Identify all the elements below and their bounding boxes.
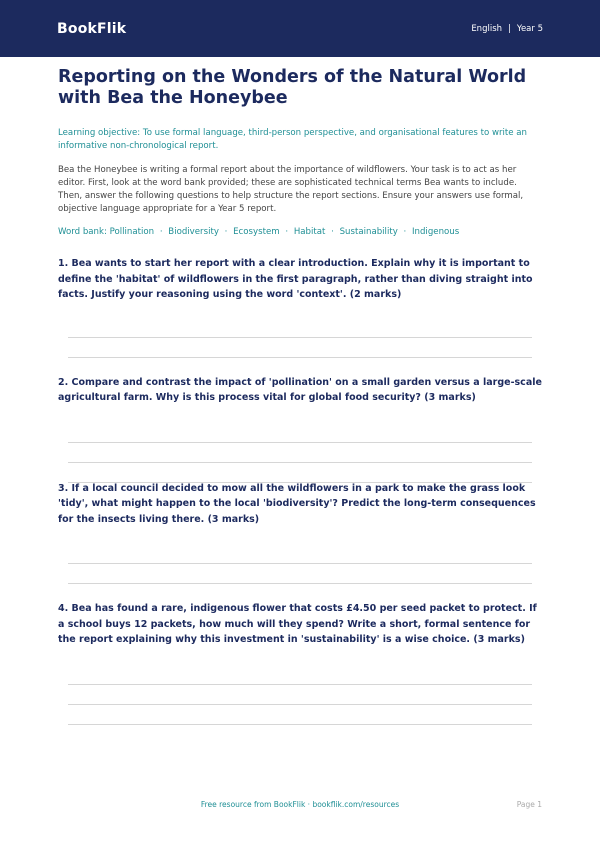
word-bank-separator: ·	[159, 227, 163, 237]
header-separator: |	[508, 23, 511, 34]
intro-paragraph: Bea the Honeybee is writing a formal report about the importance of wildflowers. Your task is to act as her editor. First, look at the word bank provided; these are sophisticated technical terms Bea wants to include. Then, answer the following questions to help structure the report sections. Ensure your answers use formal, objective language appropriate for a Year 5 report.	[58, 165, 524, 214]
word-bank-separator: ·	[403, 227, 407, 237]
header-meta	[471, 24, 543, 34]
learning-objective: Learning objective: To use formal language, third-person perspective, and organisational features to write an informative non-chronological report.	[58, 128, 527, 151]
word-bank-item: Sustainability	[339, 227, 398, 237]
answer-line[interactable]	[68, 462, 532, 463]
page-header	[0, 0, 600, 57]
answer-area-2[interactable]	[58, 442, 542, 483]
worksheet-title: Reporting on the Wonders of the Natural World with Bea the Honeybee	[58, 67, 527, 108]
question-block-3	[58, 481, 542, 585]
word-bank	[58, 226, 542, 238]
answer-area-1[interactable]	[58, 337, 542, 358]
answer-line[interactable]	[68, 684, 532, 685]
word-bank-item: Biodiversity	[168, 227, 219, 237]
answer-line[interactable]	[68, 357, 532, 358]
subject-label: English	[471, 23, 503, 34]
word-bank-item: Indigenous	[412, 227, 460, 237]
brand-logo: BookFlik	[57, 20, 127, 37]
question-block-4	[58, 601, 542, 725]
worksheet-content	[0, 57, 600, 725]
word-bank-label: Word bank:	[58, 227, 107, 237]
answer-line[interactable]	[68, 724, 532, 725]
word-bank-item: Habitat	[293, 227, 326, 237]
page-footer	[0, 800, 600, 814]
question-3: 3. If a local council decided to mow all the wildflowers in a park to make the grass look 'tidy', what might happen to the local 'biodiversity'? Predict the long-term consequences for the insects living there. (3 marks)	[58, 482, 536, 525]
word-bank-item: Pollination	[109, 227, 155, 237]
question-4: 4. Bea has found a rare, indigenous flower that costs £4.50 per seed packet to protect. If a school buys 12 packets, how much will they spend? Write a short, formal sentence for the report explaining why this investment in 'sustainability' is a wise choice. (3 marks)	[58, 603, 537, 645]
question-block-2	[58, 375, 542, 483]
answer-line[interactable]	[68, 337, 532, 338]
word-bank-separator: ·	[224, 227, 228, 237]
answer-line[interactable]	[68, 583, 532, 584]
footer-link[interactable]: Free resource from BookFlik · bookflik.com/resources	[200, 800, 400, 809]
answer-area-4[interactable]	[58, 684, 542, 725]
word-bank-separator: ·	[331, 227, 334, 237]
year-label: Year 5	[516, 23, 543, 34]
word-bank-item: Ecosystem	[233, 227, 280, 237]
question-2: 2. Compare and contrast the impact of 'pollination' on a small garden versus a large-scale agricultural farm. Why is this process vital for global food security? (3 marks)	[58, 376, 542, 403]
answer-line[interactable]	[68, 704, 532, 705]
answer-line[interactable]	[68, 442, 532, 443]
answer-area-3[interactable]	[58, 563, 542, 584]
answer-line[interactable]	[68, 563, 532, 564]
question-1: 1. Bea wants to start her report with a clear introduction. Explain why it is important to define the 'habitat' of wildflowers in the first paragraph, rather than diving straight into facts. Justify your reasoning using the word 'context'. (2 marks)	[58, 258, 533, 300]
question-block-1	[58, 256, 542, 358]
word-bank-separator: ·	[285, 227, 289, 237]
page-number: Page 1	[516, 800, 542, 809]
